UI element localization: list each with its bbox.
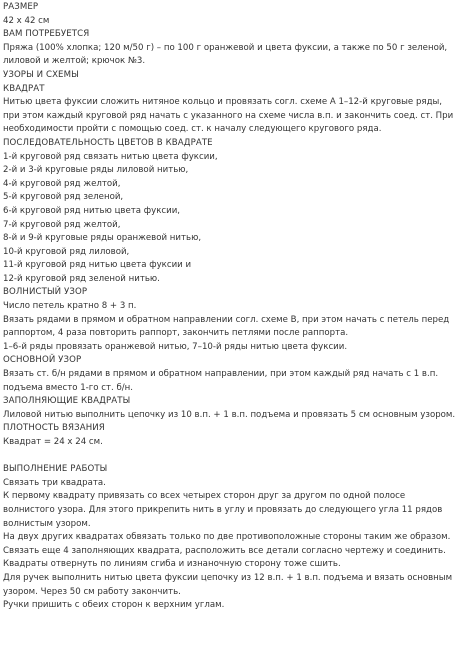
execution-paragraph: Ручки пришить с обеих сторон к верхним углам.: [3, 600, 225, 611]
patterns-heading: УЗОРЫ И СХЕМЫ: [3, 69, 79, 80]
execution-paragraph: Квадраты отвернуть по линиям сгиба и изнаночную сторону тоже сшить.: [3, 559, 341, 570]
color-sequence-item: 5-й круговой ряд зеленой,: [3, 192, 124, 203]
execution-paragraph: На двух других квадратах обвязать только по две противоположные стороны таким же образом.: [3, 532, 451, 543]
execution-paragraph: К первому квадрату привязать со всех четырех сторон друг за другом по одной полосе волнистого узора. Для этого прикрепить нить в углу и провязать до следующего угла 11 рядов волнистым узором.: [3, 491, 443, 529]
color-sequence-item: 8-й и 9-й круговые ряды оранжевой нитью,: [3, 233, 202, 244]
color-sequence-item: 7-й круговой ряд желтой,: [3, 219, 121, 230]
execution-paragraph: Связать еще 4 заполняющих квадрата, расположить все детали согласно чертежу и соединить.: [3, 545, 446, 556]
wavy-text: Вязать рядами в прямом и обратном направлении согл. схеме В, при этом начать с петель перед раппортом, 4 раза повторить раппорт, закончить петлями после раппорта.: [3, 314, 450, 339]
wavy-heading: ВОЛНИСТЫЙ УЗОР: [3, 287, 88, 298]
color-sequence-item: 1-й круговой ряд связать нитью цвета фуксии,: [3, 151, 218, 162]
color-sequence-item: 12-й круговой ряд зеленой нитью.: [3, 273, 160, 284]
color-sequence-heading: ПОСЛЕДОВАТЕЛЬНОСТЬ ЦВЕТОВ В КВАДРАТЕ: [3, 137, 213, 148]
wavy-rows: 1–6-й ряды провязать оранжевой нитью, 7–10-й ряды нитью цвета фуксии.: [3, 341, 348, 352]
wavy-count: Число петель кратно 8 + 3 п.: [3, 301, 137, 312]
section-spacer: [3, 450, 457, 464]
materials-heading: ВАМ ПОТРЕБУЕТСЯ: [3, 29, 90, 40]
materials-text: Пряжа (100% хлопка; 120 м/50 г) – по 100 г оранжевой и цвета фуксии, а также по 50 г зеленой, лиловой и желтой; крючок №3.: [3, 42, 448, 67]
density-heading: ПЛОТНОСТЬ ВЯЗАНИЯ: [3, 423, 105, 434]
color-sequence-item: 11-й круговой ряд нитью цвета фуксии и: [3, 260, 192, 271]
execution-paragraph: Связать три квадрата.: [3, 477, 106, 488]
color-sequence-item: 6-й круговой ряд нитью цвета фуксии,: [3, 205, 181, 216]
density-text: Квадрат = 24 х 24 см.: [3, 437, 103, 447]
size-value: 42 х 42 см: [3, 15, 50, 26]
filling-heading: ЗАПОЛНЯЮЩИЕ КВАДРАТЫ: [3, 396, 131, 407]
square-heading: КВАДРАТ: [3, 83, 45, 94]
basic-heading: ОСНОВНОЙ УЗОР: [3, 355, 82, 366]
size-heading: РАЗМЕР: [3, 2, 39, 12]
execution-heading: ВЫПОЛНЕНИЕ РАБОТЫ: [3, 464, 108, 475]
execution-paragraph: Для ручек выполнить нитью цвета фуксии цепочку из 12 в.п. + 1 в.п. подъема и вязать основным узором. Через 50 см работу закончить.: [3, 572, 453, 597]
basic-text: Вязать ст. б/н рядами в прямом и обратном направлении, при этом каждый ряд начать с 1 в.п. подъема вместо 1-го ст. б/н.: [3, 369, 439, 393]
color-sequence-item: 2-й и 3-й круговые ряды лиловой нитью,: [3, 165, 189, 176]
filling-text: Лиловой нитью выполнить цепочку из 10 в.п. + 1 в.п. подъема и провязать 5 см основным узором.: [3, 409, 456, 420]
square-text: Нитью цвета фуксии сложить нитяное кольцо и провязать согл. схеме А 1–12-й круговые ряды, при этом каждый круговой ряд начать с указанного на схеме числа в.п. и закончить соед. ст. При необходимости пройти с помощью соед. ст. к началу следующего кругового ряда.: [3, 97, 454, 135]
color-sequence-item: 10-й круговой ряд лиловой,: [3, 246, 130, 257]
color-sequence-item: 4-й круговой ряд желтой,: [3, 178, 121, 189]
